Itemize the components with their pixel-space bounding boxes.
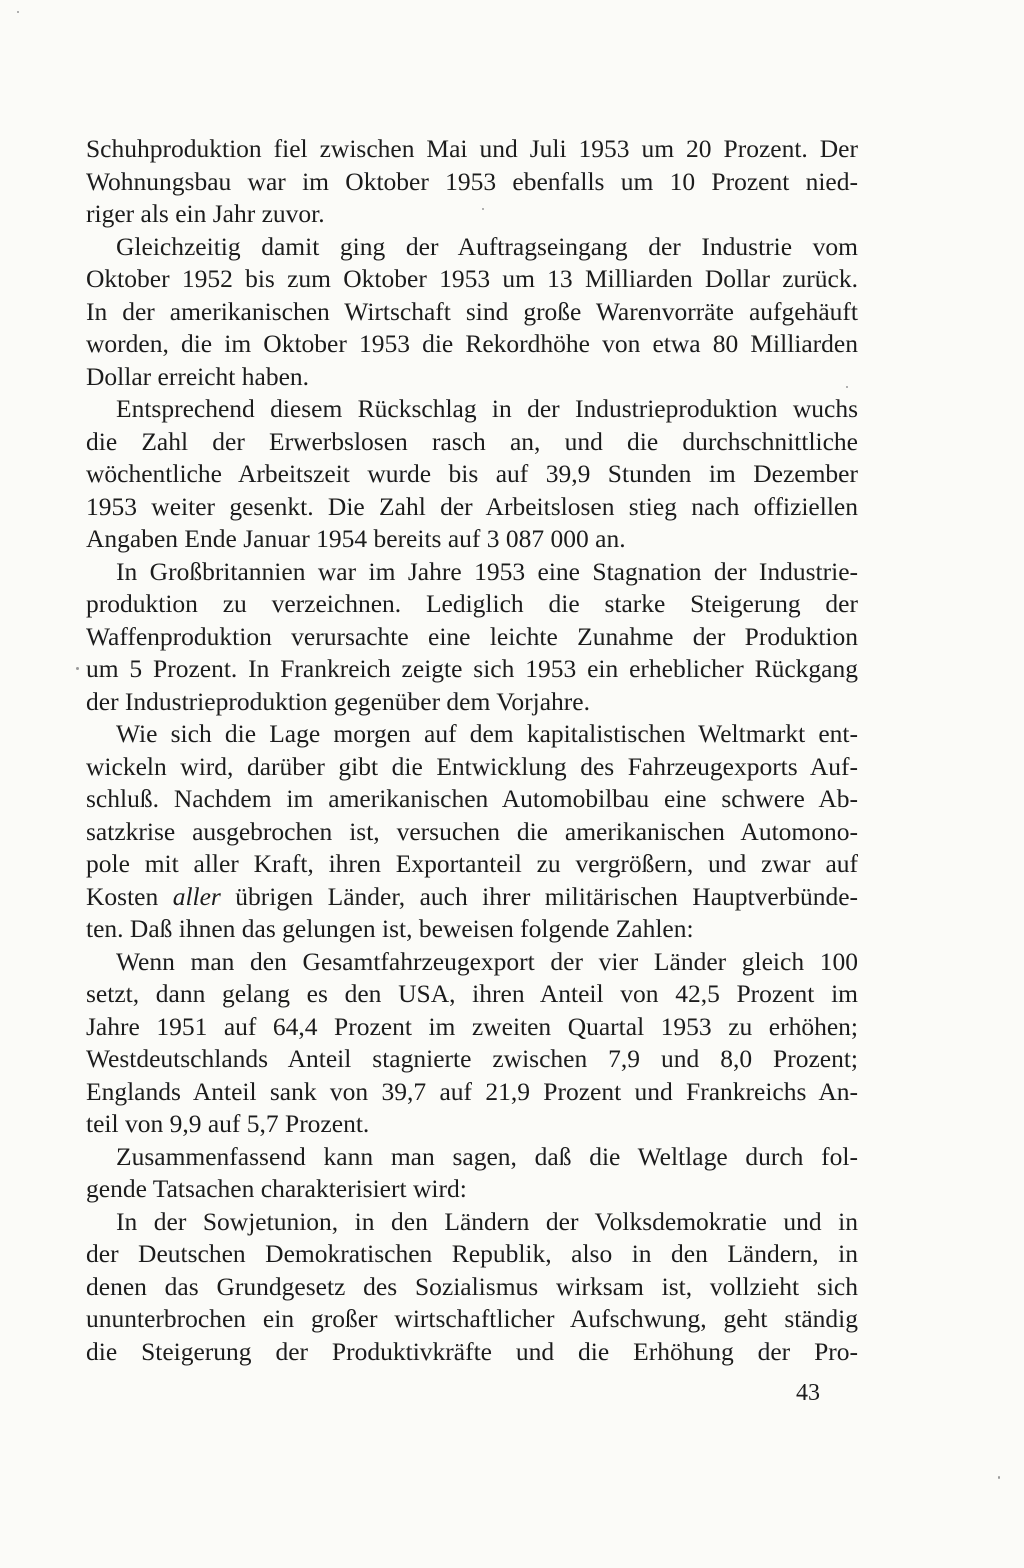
text-line: Jahre 1951 auf 64,4 Prozent im zweiten Quartal 1953 zu erhöhen;: [86, 1011, 858, 1041]
text-line: Dollar erreicht haben.: [86, 361, 310, 391]
text-line: wöchentliche Arbeitszeit wurde bis auf 39,9 Stunden im Dezember: [86, 459, 858, 488]
text-line: In Großbritannien war im Jahre 1953 eine Stagnation der Industrie-: [116, 556, 858, 586]
text-line: um 5 Prozent. In Frankreich zeigte sich 1953 ein erheblicher Rückgang: [86, 654, 858, 683]
text-line: der Deutschen Demokratischen Republik, also in den Ländern, in: [86, 1239, 858, 1268]
paper-speck: [17, 11, 19, 13]
body-text: [86, 133, 858, 1368]
text-line: teil von 9,9 auf 5,7 Prozent.: [86, 1109, 370, 1138]
text-line: Zusammenfassend kann man sagen, daß die Weltlage durch fol-: [116, 1141, 858, 1171]
text-line: der Industrieproduktion gegenüber dem Vorjahre.: [86, 686, 590, 716]
text-line: In der amerikanischen Wirtschaft sind große Warenvorräte aufgehäuft: [86, 296, 858, 326]
text-line: denen das Grundgesetz des Sozialismus wirksam ist, vollzieht sich: [86, 1271, 858, 1301]
text-line: setzt, dann gelang es den USA, ihren Anteil von 42,5 Prozent im: [86, 979, 858, 1008]
text-line: 1953 weiter gesenkt. Die Zahl der Arbeitslosen stieg nach offiziellen: [86, 491, 858, 521]
text-line: ten. Daß ihnen das gelungen ist, beweisen folgende Zahlen:: [86, 914, 694, 943]
text-line: Wie sich die Lage morgen auf dem kapitalistischen Weltmarkt ent-: [116, 719, 858, 748]
text-line: Kosten aller übrigen Länder, auch ihrer militärischen Hauptverbünde-: [86, 881, 858, 911]
text-line: Englands Anteil sank von 39,7 auf 21,9 Prozent und Frankreichs An-: [86, 1076, 858, 1106]
text-line: die Zahl der Erwerbslosen rasch an, und die durchschnittliche: [86, 426, 858, 456]
text-line: Oktober 1952 bis zum Oktober 1953 um 13 Milliarden Dollar zurück.: [86, 264, 858, 293]
text-line: gende Tatsachen charakterisiert wird:: [86, 1174, 467, 1203]
text-line: Gleichzeitig damit ging der Auftragseingang der Industrie vom: [116, 231, 858, 261]
emphasis-word: aller: [172, 881, 221, 911]
text-line: ununterbrochen ein großer wirtschaftlicher Aufschwung, geht ständig: [86, 1304, 858, 1333]
text-line: riger als ein Jahr zuvor.: [86, 199, 325, 228]
text-line: Waffenproduktion verursachte eine leichte Zunahme der Produktion: [86, 621, 858, 651]
text-line: Entsprechend diesem Rückschlag in der Industrieproduktion wuchs: [116, 394, 858, 423]
text-line: die Steigerung der Produktivkräfte und die Erhöhung der Pro-: [86, 1336, 858, 1366]
text-line: Schuhproduktion fiel zwischen Mai und Juli 1953 um 20 Prozent. Der: [86, 134, 858, 163]
text-line: wickeln wird, darüber gibt die Entwicklung des Fahrzeugexports Auf-: [86, 751, 858, 781]
text-line: Wohnungsbau war im Oktober 1953 ebenfalls um 10 Prozent nied-: [86, 166, 858, 196]
paper-speck: [998, 1476, 1000, 1479]
text-line: Angaben Ende Januar 1954 bereits auf 3 087 000 an.: [86, 524, 626, 553]
paper-speck: [846, 386, 848, 388]
text-line: In der Sowjetunion, in den Ländern der Volksdemokratie und in: [116, 1206, 858, 1236]
text-line: pole mit aller Kraft, ihren Exportanteil zu vergrößern, und zwar auf: [86, 849, 858, 878]
page-number: 43: [796, 1380, 820, 1406]
text-line: schluß. Nachdem im amerikanischen Automobilbau eine schwere Ab-: [86, 784, 858, 813]
paper-speck: [76, 667, 79, 670]
text-line: satzkrise ausgebrochen ist, versuchen die amerikanischen Automono-: [86, 816, 858, 846]
paper-speck: [482, 208, 484, 210]
text-line: worden, die im Oktober 1953 die Rekordhöhe von etwa 80 Milliarden: [86, 329, 858, 358]
text-line: produktion zu verzeichnen. Lediglich die starke Steigerung der: [86, 589, 858, 618]
text-line: Wenn man den Gesamtfahrzeugexport der vier Länder gleich 100: [116, 946, 858, 976]
text-line: Westdeutschlands Anteil stagnierte zwischen 7,9 und 8,0 Prozent;: [86, 1044, 858, 1073]
